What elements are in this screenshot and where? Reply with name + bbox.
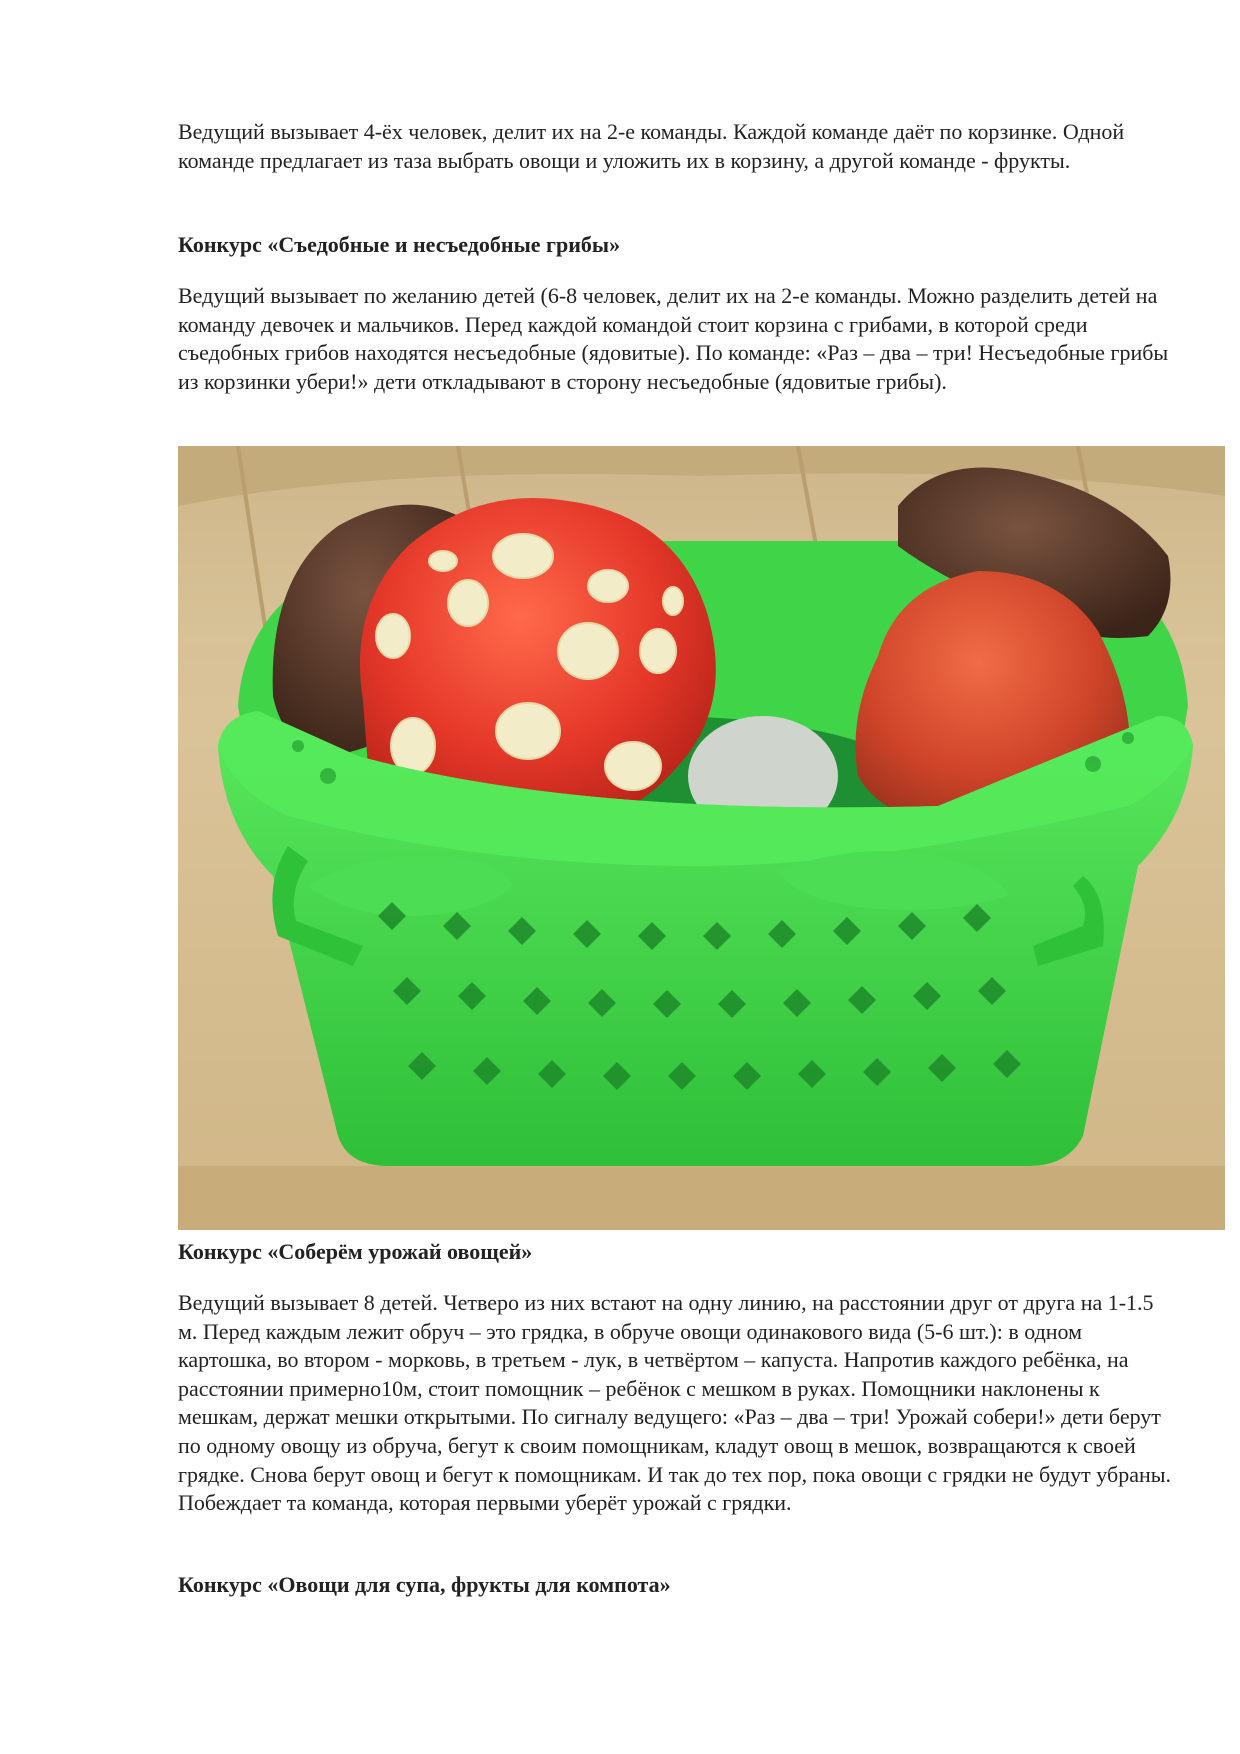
mushrooms-contest-paragraph: Ведущий вызывает по желанию детей (6-8 человек, делит их на 2-е команды. Можно разделить детей на команду девочек и мальчиков. Перед каждой командой стоит корзина с грибами, в которой среди съедобных грибов находятся несъедобные (ядовитые). По команде: «Раз – два – три! Несъедобные грибы из корзинки убери!» дети откладывают в сторону несъедобные (ядовитые грибы). bbox=[178, 283, 1169, 394]
intro-paragraph: Ведущий вызывает 4-ёх человек, делит их на 2-е команды. Каждой команде даёт по корзинке. Одной команде предлагает из таза выбрать овощи и уложить их в корзину, а другой команде - фрукты. bbox=[178, 119, 1125, 173]
mushrooms-contest-heading: Конкурс «Съедобные и несъедобные грибы» bbox=[178, 232, 621, 257]
soup-compote-contest-heading: Конкурс «Овощи для супа, фрукты для компота» bbox=[178, 1572, 671, 1597]
harvest-contest-heading: Конкурс «Соберём урожай овощей» bbox=[178, 1239, 533, 1264]
harvest-contest-paragraph: Ведущий вызывает 8 детей. Четверо из них встают на одну линию, на расстоянии друг от друга на 1-1.5 м. Перед каждым лежит обруч – это грядка, в обруче овощи одинакового вида (5-6 шт.): в одном картошка, во втором - морковь, в третьем - лук, в четвёртом – капуста. Напротив каждого ребёнка, на расстоянии примерно10м, стоит помощник – ребёнок с мешком в руках. Помощники наклонены к мешкам, держат мешки открытыми. По сигналу ведущего: «Раз – два – три! Урожай собери!» дети берут по одному овощу из обруча, бегут к своим помощникам, кладут овощ в мешок, возвращаются к своей грядке. Снова берут овощ и бегут к помощникам. И так до тех пор, пока овощи с грядки не будут убраны. Побеждает та команда, которая первыми уберёт урожай с грядки. bbox=[178, 1290, 1172, 1516]
mushroom-basket-photo bbox=[178, 446, 1225, 1230]
